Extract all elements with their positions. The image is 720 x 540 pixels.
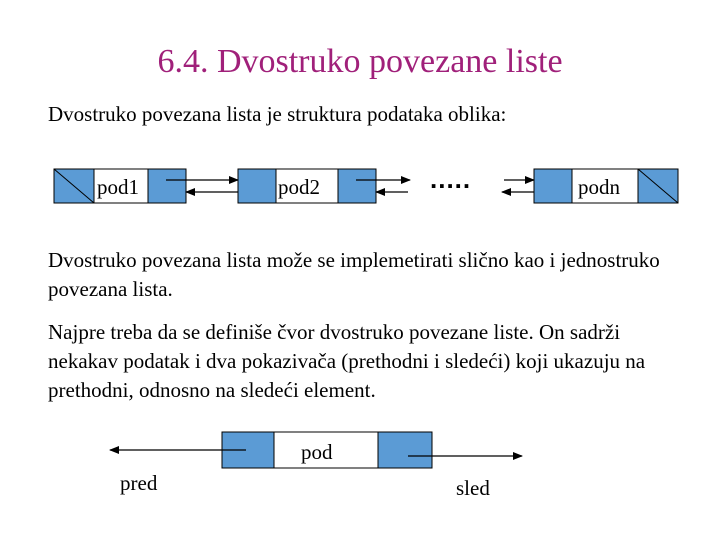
list-node-n: [534, 169, 678, 203]
implementation-paragraph: Dvostruko povezana lista može se implemetirati slično kao i jednostruko povezana lista.: [48, 248, 660, 301]
next-cell: [148, 169, 186, 203]
node-diagram: [110, 432, 522, 500]
node-data-label: pod: [301, 440, 333, 464]
intro-paragraph: Dvostruko povezana lista je struktura podataka oblika:: [48, 102, 507, 126]
list-diagram: [54, 164, 678, 203]
prev-cell: [238, 169, 276, 203]
prev-cell: [534, 169, 572, 203]
next-cell: [338, 169, 376, 203]
next-pointer-cell: [378, 432, 432, 468]
list-ellipsis: .....: [430, 164, 472, 194]
list-node-2: [238, 169, 376, 203]
node-n-label: podn: [578, 175, 620, 199]
sled-label: sled: [456, 476, 490, 500]
list-node-1: [54, 169, 186, 203]
node-definition-paragraph: Najpre treba da se definiše čvor dvostruko povezane liste. On sadrži nekakav podatak i dva pokazivača (prethodni i sledeći) koji ukazuju na prethodni, odnosno na sledeći element.: [48, 320, 646, 402]
node-2-label: pod2: [278, 175, 320, 199]
node-1-label: pod1: [97, 175, 139, 199]
pred-label: pred: [120, 471, 158, 495]
slide-title: 6.4. Dvostruko povezane liste: [157, 43, 563, 80]
